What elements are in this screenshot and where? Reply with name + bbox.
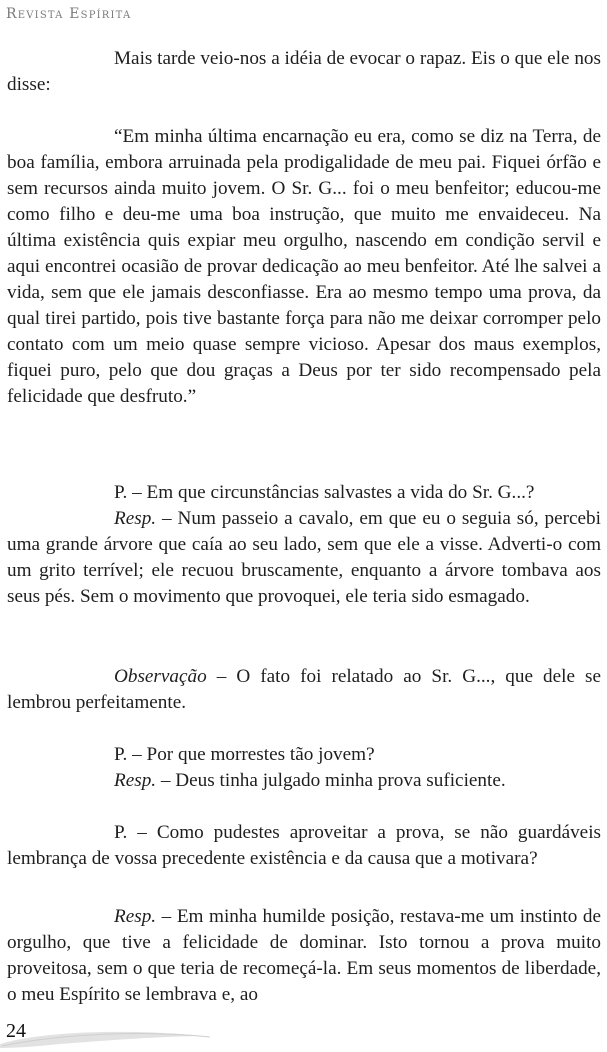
answer-2 bbox=[7, 768, 601, 794]
swoosh-flourish-icon bbox=[0, 1022, 220, 1052]
answer-1-text: – Num passeio a cavalo, em que eu o seguia só, percebi uma grande árvore que caía ao seu lado, sem que ele a visse. Adverti-o com um grito terrível; ele recuou bruscamente, enquanto a árvore tombava aos seus pés. Sem o movimento que provoquei, ele teria sido esmagado. bbox=[7, 508, 601, 607]
observation-text: – O fato foi relatado ao Sr. G..., que dele se lembrou perfeitamente. bbox=[7, 666, 601, 713]
observation-label: Observação bbox=[114, 666, 207, 687]
question-2: P. – Por que morrestes tão jovem? bbox=[114, 744, 375, 765]
page-number: 24 bbox=[6, 1020, 26, 1042]
running-head: Revista Espírita bbox=[6, 6, 132, 22]
observation bbox=[7, 664, 601, 716]
question-3: P. – Como pudestes aproveitar a prova, se não guardáveis lembrança de vossa precedente existência e da causa que a motivara? bbox=[7, 822, 601, 869]
answer-1 bbox=[7, 506, 601, 610]
answer-2-text: – Deus tinha julgado minha prova suficiente. bbox=[156, 770, 506, 791]
answer-2-label: Resp. bbox=[114, 770, 157, 791]
answer-3-label: Resp. bbox=[114, 906, 157, 927]
paragraph-spirit-statement: “Em minha última encarnação eu era, como se diz na Terra, de boa família, embora arruinada pela prodigalidade de meu pai. Fiquei órfão e sem recursos ainda muito jovem. O Sr. G... foi o meu benfeitor; educou-me como filho e deu-me uma boa instrução, que muito me envaideceu. Na última existência quis expiar meu orgulho, nascendo em condição servil e aqui encontrei ocasião de provar dedicação ao meu benfeitor. Até lhe salvei a vida, sem que ele jamais desconfiasse. Era ao mesmo tempo uma prova, da qual tirei partido, pois tive bastante força para não me deixar corromper pelo contato com um meio quase sempre vicioso. Apesar dos maus exemplos, fiquei puro, pelo que dou graças a Deus por ter sido recompensado pela felicidade que desfruto.” bbox=[7, 126, 601, 407]
answer-1-label: Resp. bbox=[114, 508, 157, 529]
answer-3 bbox=[7, 904, 601, 1008]
question-1: P. – Em que circunstâncias salvastes a vida do Sr. G...? bbox=[114, 482, 535, 503]
answer-3-text: – Em minha humilde posição, restava-me um instinto de orgulho, que tive a felicidade de dominar. Isto tornou a prova muito proveitosa, sem o que teria de recomeçá-la. Em seus momentos de liberdade, o meu Espírito se lembrava e, ao bbox=[7, 906, 601, 1005]
paragraph-intro: Mais tarde veio-nos a idéia de evocar o rapaz. Eis o que ele nos disse: bbox=[7, 48, 601, 95]
